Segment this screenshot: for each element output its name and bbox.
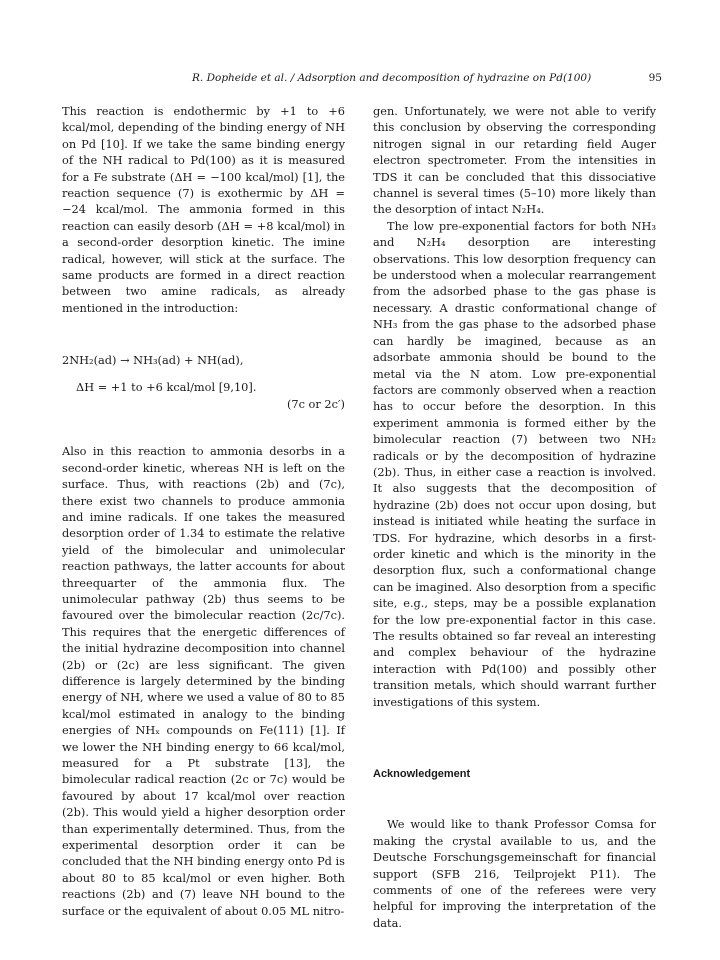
acknowledgement-text: We would like to thank Professor Comsa for making the crystal available to us, and the Deutsche Forschungsgemeinschaft for financial support (SFB 216, Teilprojekt P11). The comments of one of the referees were very helpful for improving the interpretation of the data. [373,817,656,930]
running-header [62,72,662,88]
equation-line-2 [62,379,345,396]
equation-reaction: 2NH₂(ad) → NH₃(ad) + NH(ad), [62,353,244,368]
right-column [373,103,656,931]
right-paragraph-2: The low pre-exponential factors for both NH₃ and N₂H₄ desorption are interesting observations. This low desorption frequency can be understood when a molecular rearrangement from the adsorbed phase to the gas phase is necessary. A drastic conformational change of NH₃ from the gas phase to the adsorbed phase can hardly be imagined, because as an adsorbate ammonia should be bound to the metal via the N atom. Low pre-exponential factors are commonly observed when a reaction has to occur before the desorption. In this experiment ammonia is formed either by the bimolecular reaction (7) between two NH₂ radicals or by the decomposition of hydrazine (2b). Thus, in either case a reaction is involved. It also suggests that the decomposition of hydrazine (2b) does not occur upon dosing, but instead is initiated while heating the surface in TDS. For hydrazine, which desorbs in a first-order kinetic and which is the minority in the desorption flux, such a conformational change can be imagined. Also desorption from a specific site, e.g., steps, may be a possible explanation for the low pre-exponential factor in this case. The results obtained so far reveal an interesting and complex behaviour of the hydrazine interaction with Pd(100) and possibly other transition metals, which should warrant further investigations of this system. [373,218,656,709]
page-number: 95 [648,72,662,84]
right-paragraph-1: gen. Unfortunately, we were not able to verify this conclusion by observing the corresponding nitrogen signal in our retarding field Auger electron spectrometer. From the intensities in TDS it can be concluded that this dissociative channel is several times (5–10) more likely than the desorption of intact N₂H₄. [373,104,656,217]
equation-line-1 [62,352,345,369]
acknowledgement-heading: Acknowledgement [373,768,471,781]
equation-enthalpy: ΔH = +1 to +6 kcal/mol [9,10]. [76,380,257,395]
left-column [62,103,345,919]
left-paragraph-2: Also in this reaction to ammonia desorbs in a second-order kinetic, whereas NH is left on the surface. Thus, with reactions (2b) and (7c), there exist two channels to produce ammonia and imine radicals. If one takes the measured desorption order of 1.34 to estimate the relative yield of the bimolecular and unimolecular reaction pathways, the latter accounts for about threequarter of the ammonia flux. The unimolecular pathway (2b) thus seems to be favoured over the bimolecular reaction (2c/7c). This requires that the energetic differences of the initial hydrazine decomposition into channel (2b) or (2c) are less significant. The given difference is largely determined by the binding energy of NH, where we used a value of 80 to 85 kcal/mol estimated in analogy to the binding energies of NHₓ compounds on Fe(111) [1]. If we lower the NH binding energy to 66 kcal/mol, measured for a Pt substrate [13], the bimolecular radical reaction (2c or 7c) would be favoured by about 17 kcal/mol over reaction (2b). This would yield a higher desorption order than experimentally determined. Thus, from the experimental desorption order it can be concluded that the NH binding energy onto Pd is about 80 to 85 kcal/mol or even higher. Both reactions (2b) and (7) leave NH bound to the surface or the equivalent of about 0.05 ML nitro- [62,444,345,918]
left-paragraph-1: This reaction is endothermic by +1 to +6 kcal/mol, depending of the binding energy of NH on Pd [10]. If we take the same binding energy of the NH radical to Pd(100) as it is measured for a Fe substrate (ΔH = −100 kcal/mol) [1], the reaction sequence (7) is exothermic by ΔH = −24 kcal/mol. The ammonia formed in this reaction can easily desorb (ΔH = +8 kcal/mol) in a second-order desorption kinetic. The imine radical, however, will stick at the surface. The same products are formed in a direct reaction between two amine radicals, as already mentioned in the introduction: [62,104,345,315]
running-head-title: R. Dopheide et al. / Adsorption and decomposition of hydrazine on Pd(100) [192,72,592,84]
equation-number: (7c or 2c′) [286,397,345,412]
